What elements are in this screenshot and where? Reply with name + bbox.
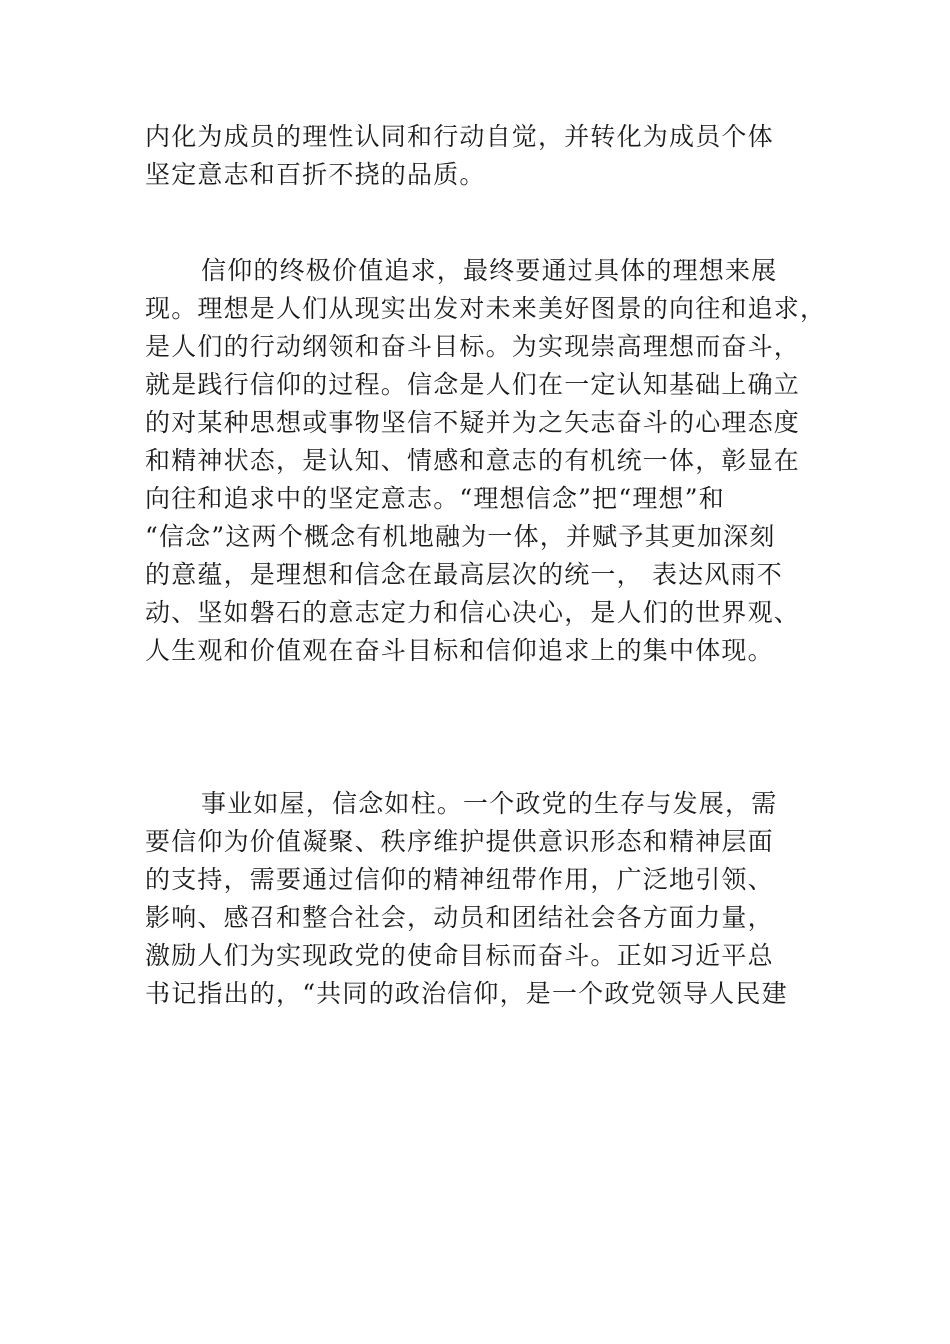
text-line: 的意蕴，是理想和信念在最高层次的统一， 表达风雨不 <box>145 560 783 589</box>
text-line: 坚定意志和百折不挠的品质。 <box>145 160 486 189</box>
text-line: 内化为成员的理性认同和行动自觉，并转化为成员个体 <box>145 122 774 151</box>
text-line: 要信仰为价值凝聚、秩序维护提供意识形态和精神层面 <box>145 827 774 856</box>
text-line: 书记指出的，“共同的政治信仰，是一个政党领导人民建 <box>145 979 788 1008</box>
text-line: 动、坚如磐石的意志定力和信心决心，是人们的世界观、 <box>145 598 801 627</box>
text-line: 激励人们为实现政党的使命目标而奋斗。正如习近平总 <box>145 941 774 970</box>
text-line: 的对某种思想或事物坚信不疑并为之矢志奋斗的心理态度 <box>145 408 801 437</box>
text-line: 信仰的终极价值追求，最终要通过具体的理想来展 <box>201 256 778 285</box>
text-line: 人生观和价值观在奋斗目标和信仰追求上的集中体现。 <box>145 636 774 665</box>
text-line: 现。理想是人们从现实出发对未来美好图景的向往和追求， <box>145 294 827 323</box>
paragraph-2 <box>145 252 845 670</box>
paragraph-1 <box>145 118 845 194</box>
text-line: 的支持，需要通过信仰的精神纽带作用，广泛地引领、 <box>145 865 774 894</box>
text-line: “信念”这两个概念有机地融为一体，并赋予其更加深刻 <box>145 522 776 551</box>
paragraph-3 <box>145 785 845 1013</box>
text-line: 是人们的行动纲领和奋斗目标。为实现崇高理想而奋斗， <box>145 332 801 361</box>
text-line: 影响、感召和整合社会，动员和团结社会各方面力量， <box>145 903 774 932</box>
text-line: 和精神状态，是认知、情感和意志的有机统一体，彰显在 <box>145 446 801 475</box>
text-line: 事业如屋，信念如柱。一个政党的生存与发展，需 <box>201 789 778 818</box>
text-line: 就是践行信仰的过程。信念是人们在一定认知基础上确立 <box>145 370 801 399</box>
text-line: 向往和追求中的坚定意志。“理想信念”把“理想”和 <box>145 484 725 513</box>
